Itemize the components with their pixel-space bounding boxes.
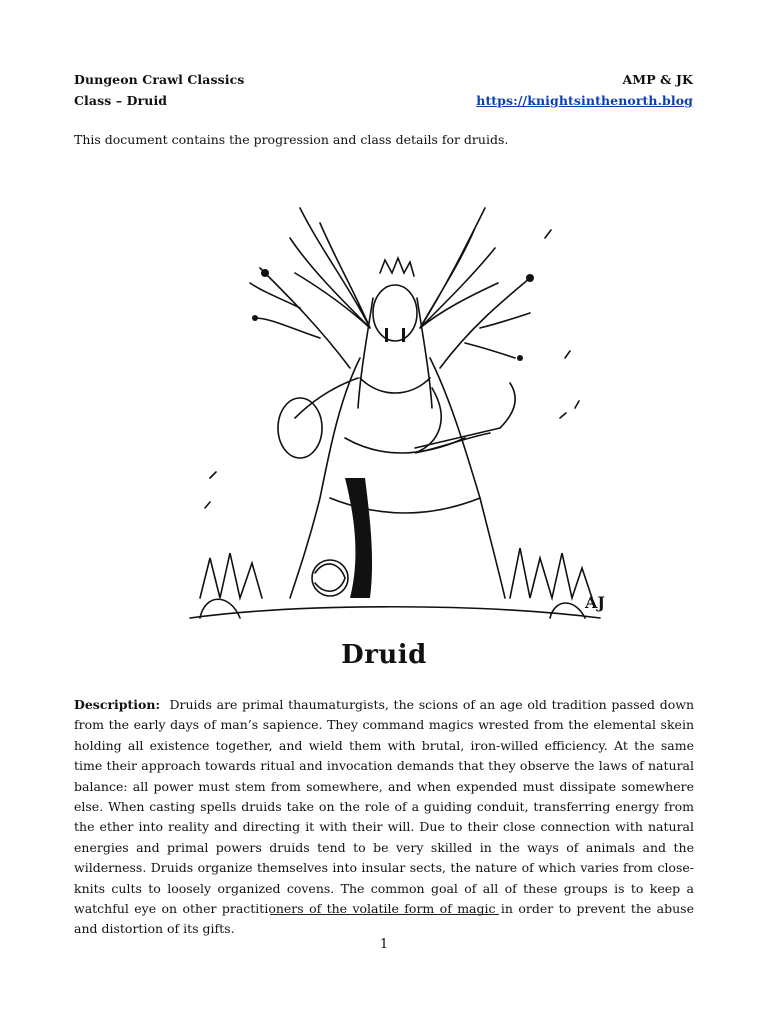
page-title: Druid	[341, 640, 427, 670]
wing-right	[420, 208, 498, 328]
intro-text: This document contains the progression and class details for druids.	[74, 132, 509, 147]
druid-illustration	[180, 178, 610, 638]
branch-right	[440, 278, 530, 368]
artist-signature: AJ	[585, 593, 605, 612]
grass	[200, 548, 592, 598]
page-number: 1	[379, 937, 389, 952]
header-link[interactable]: https://knightsinthenorth.blog	[476, 93, 693, 108]
header-title: Dungeon Crawl Classics	[74, 72, 245, 87]
skull-bowl	[278, 398, 322, 458]
description-paragraph	[74, 695, 694, 940]
header-subtitle: Class – Druid	[74, 93, 168, 108]
description-text: Druids are primal thaumaturgists, the scions of an age old tradition passed down from the early days of man’s sapience. They command magics wrested from the elemental skein holding all existence together, and wield them with brutal, iron-willed efficiency. At the same time their approach towards ritual and invocation demands that they observe the laws of natural balance: all power must stem from somewhere, and when expended must dissipate somewhere else. When casting spells druids take on the role of a guiding conduit, transferring energy from the ether into reality and directing it with their will. Due to their close connection with natural energies and primal powers druids tend to be very skilled in the ways of animals and the wilderness. Druids organize themselves into insular sects, the nature of which varies from close-knits cults to loosely organized covens. The common goal of all of these groups is to keep a watchful eye on other practitioners of the volatile form of magic in order to prevent the abuse and distortion of its gifts.	[74, 697, 694, 937]
footer-divider	[270, 914, 499, 915]
arm-right	[415, 388, 490, 453]
head	[373, 285, 417, 341]
description-label: Description:	[74, 697, 161, 712]
header-authors: AMP & JK	[622, 72, 693, 87]
branch-left	[250, 268, 350, 368]
